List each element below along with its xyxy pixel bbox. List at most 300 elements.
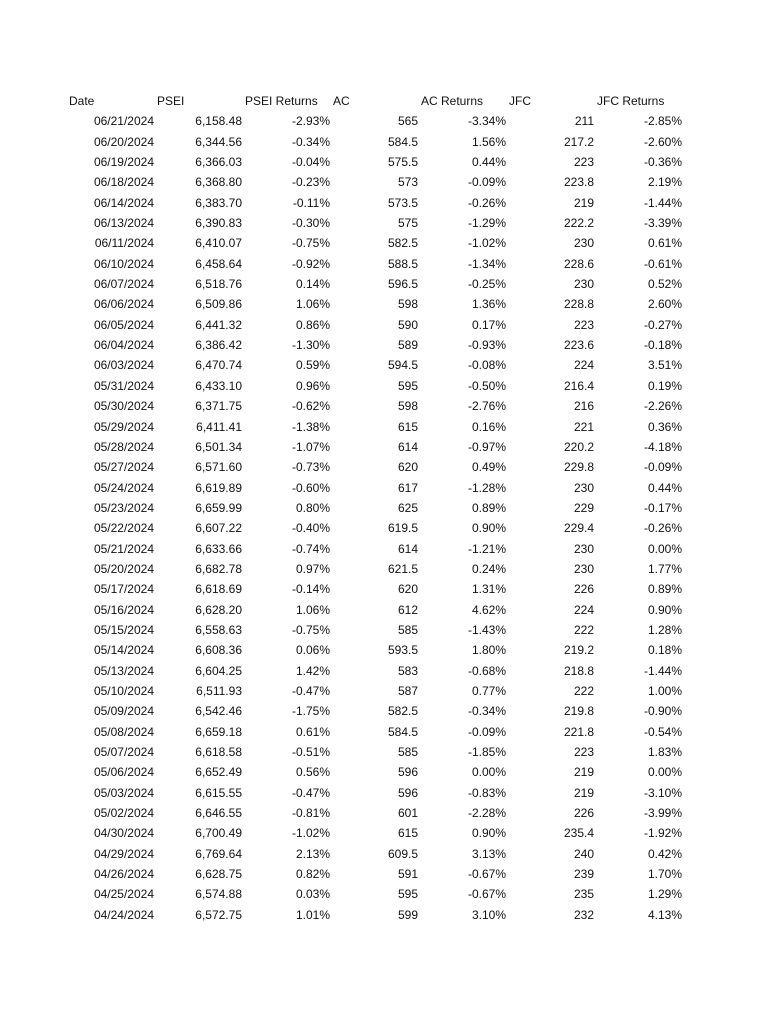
cell-date[interactable]: 05/22/2024 [93, 521, 154, 536]
cell-ac-returns[interactable]: -0.09% [467, 724, 506, 739]
cell-ac[interactable]: 587 [397, 683, 418, 698]
cell-jfc-returns[interactable]: 3.51% [647, 358, 682, 373]
cell-psei-returns[interactable]: -0.23% [291, 175, 330, 190]
cell-date[interactable]: 05/21/2024 [93, 541, 154, 556]
cell-jfc-returns[interactable]: 0.44% [647, 480, 682, 495]
cell-ac[interactable]: 573.5 [387, 195, 418, 210]
cell-ac-returns[interactable]: -0.25% [467, 277, 506, 292]
cell-date[interactable]: 06/19/2024 [93, 155, 154, 170]
cell-psei[interactable]: 6,158.48 [195, 114, 242, 129]
cell-ac[interactable]: 617 [397, 480, 418, 495]
cell-ac[interactable]: 615 [397, 826, 418, 841]
cell-jfc[interactable]: 230 [573, 561, 594, 576]
cell-psei-returns[interactable]: -1.02% [291, 826, 330, 841]
cell-psei[interactable]: 6,652.49 [195, 765, 242, 780]
cell-date[interactable]: 04/29/2024 [93, 846, 154, 861]
cell-ac[interactable]: 585 [397, 745, 418, 759]
cell-date[interactable]: 06/14/2024 [93, 195, 154, 210]
cell-ac-returns[interactable]: 1.80% [471, 643, 506, 658]
cell-psei-returns[interactable]: 1.42% [295, 663, 330, 678]
cell-psei[interactable]: 6,344.56 [195, 134, 242, 149]
cell-psei[interactable]: 6,433.10 [195, 378, 242, 393]
cell-ac-returns[interactable]: 3.13% [471, 846, 506, 861]
cell-psei[interactable]: 6,458.64 [195, 256, 242, 271]
table-row [0, 539, 768, 559]
cell-date[interactable]: 05/20/2024 [93, 561, 154, 576]
cell-date[interactable]: 05/27/2024 [93, 460, 154, 475]
cell-psei-returns[interactable]: -0.11% [292, 195, 330, 210]
cell-psei[interactable]: 6,386.42 [195, 338, 242, 353]
cell-jfc[interactable]: 216 [573, 399, 594, 414]
cell-psei-returns[interactable]: 0.82% [295, 867, 330, 882]
cell-psei-returns[interactable]: -1.30% [291, 338, 330, 353]
cell-jfc-returns[interactable]: -0.26% [643, 521, 682, 536]
cell-date[interactable]: 05/30/2024 [93, 399, 154, 414]
cell-date[interactable]: 06/06/2024 [93, 297, 154, 312]
cell-ac-returns[interactable]: -1.21% [467, 541, 506, 556]
cell-psei[interactable]: 6,366.03 [195, 155, 242, 170]
cell-ac[interactable]: 596 [397, 765, 418, 780]
cell-jfc[interactable]: 230 [573, 541, 594, 556]
cell-date[interactable]: 05/13/2024 [93, 663, 154, 678]
cell-ac[interactable]: 588.5 [387, 256, 418, 271]
cell-jfc[interactable]: 222 [573, 622, 594, 637]
cell-psei[interactable]: 6,769.64 [195, 846, 242, 861]
cell-date[interactable]: 06/11/2024 [94, 236, 154, 251]
cell-psei[interactable]: 6,571.60 [195, 460, 242, 475]
cell-psei-returns[interactable]: -1.75% [291, 704, 330, 719]
cell-ac-returns[interactable]: 1.31% [471, 582, 506, 597]
table-row [0, 803, 768, 823]
cell-jfc[interactable]: 228.8 [563, 297, 594, 312]
cell-jfc[interactable]: 230 [573, 236, 594, 251]
cell-psei[interactable]: 6,501.34 [195, 439, 242, 454]
cell-jfc[interactable]: 224 [573, 602, 594, 617]
cell-psei-returns[interactable]: 0.03% [295, 887, 330, 902]
cell-jfc[interactable]: 211 [574, 114, 594, 129]
cell-ac-returns[interactable]: 0.24% [471, 561, 506, 576]
cell-ac[interactable]: 573 [397, 175, 418, 190]
cell-ac-returns[interactable]: 0.89% [471, 500, 506, 515]
cell-jfc-returns[interactable]: -2.85% [643, 114, 682, 129]
cell-psei-returns[interactable]: 0.59% [295, 358, 330, 373]
cell-jfc[interactable]: 223 [573, 155, 594, 170]
cell-jfc-returns[interactable]: -3.39% [643, 216, 682, 231]
cell-jfc[interactable]: 224 [573, 358, 594, 373]
cell-ac-returns[interactable]: 3.10% [471, 907, 506, 922]
cell-ac-returns[interactable]: -1.29% [467, 216, 506, 231]
cell-ac[interactable]: 601 [397, 806, 418, 821]
cell-psei[interactable]: 6,619.89 [195, 480, 242, 495]
cell-jfc-returns[interactable]: 1.83% [647, 745, 682, 759]
cell-ac[interactable]: 612 [397, 602, 418, 617]
cell-ac[interactable]: 575.5 [387, 155, 418, 170]
cell-ac-returns[interactable]: 0.90% [471, 521, 506, 536]
cell-jfc-returns[interactable]: 0.36% [647, 419, 682, 434]
cell-ac[interactable]: 593.5 [387, 643, 418, 658]
header-ac-returns[interactable]: AC Returns [421, 94, 484, 108]
cell-jfc-returns[interactable]: 0.00% [647, 765, 682, 780]
cell-ac-returns[interactable]: -0.26% [467, 195, 506, 210]
cell-ac[interactable]: 594.5 [387, 358, 418, 373]
cell-jfc[interactable]: 235.4 [563, 826, 594, 841]
cell-jfc[interactable]: 239 [573, 867, 594, 882]
cell-ac[interactable]: 585 [397, 622, 418, 637]
cell-jfc-returns[interactable]: 0.89% [647, 582, 682, 597]
cell-psei[interactable]: 6,371.75 [195, 399, 242, 414]
cell-ac[interactable]: 595 [397, 378, 418, 393]
cell-psei-returns[interactable]: -0.47% [291, 785, 330, 800]
table-row [0, 355, 768, 375]
cell-date[interactable]: 06/03/2024 [93, 358, 154, 373]
cell-ac[interactable]: 609.5 [387, 846, 418, 861]
cell-jfc-returns[interactable]: -3.10% [643, 785, 682, 800]
cell-jfc-returns[interactable]: -2.60% [643, 134, 682, 149]
cell-psei-returns[interactable]: -0.60% [291, 480, 330, 495]
cell-ac[interactable]: 575 [397, 216, 418, 231]
cell-psei-returns[interactable]: -0.51% [291, 745, 330, 759]
cell-psei[interactable]: 6,470.74 [195, 358, 242, 373]
cell-jfc-returns[interactable]: 1.77% [647, 561, 682, 576]
cell-psei-returns[interactable]: 0.14% [295, 277, 330, 292]
cell-jfc[interactable]: 219.8 [563, 704, 594, 719]
cell-psei[interactable]: 6,441.32 [195, 317, 242, 332]
cell-jfc[interactable]: 226 [573, 806, 594, 821]
cell-psei[interactable]: 6,368.80 [195, 175, 242, 190]
cell-psei-returns[interactable]: -0.81% [291, 806, 330, 821]
cell-psei-returns[interactable]: 0.97% [295, 561, 330, 576]
cell-jfc-returns[interactable]: 0.00% [647, 541, 682, 556]
cell-psei[interactable]: 6,659.18 [195, 724, 242, 739]
cell-ac[interactable]: 615 [397, 419, 418, 434]
cell-ac-returns[interactable]: -0.09% [467, 175, 506, 190]
cell-ac[interactable]: 590 [397, 317, 418, 332]
cell-jfc[interactable]: 219.2 [563, 643, 594, 658]
cell-jfc-returns[interactable]: -3.99% [643, 806, 682, 821]
cell-jfc-returns[interactable]: 1.00% [647, 683, 682, 698]
cell-ac-returns[interactable]: 0.77% [471, 683, 506, 698]
cell-ac-returns[interactable]: -1.85% [467, 745, 506, 759]
cell-psei-returns[interactable]: -0.40% [291, 521, 330, 536]
cell-psei-returns[interactable]: 0.61% [295, 724, 330, 739]
table-row [0, 457, 768, 477]
cell-jfc[interactable]: 226 [573, 582, 594, 597]
cell-psei-returns[interactable]: -1.07% [291, 439, 330, 454]
header-jfc-returns[interactable]: JFC Returns [597, 94, 665, 108]
cell-psei[interactable]: 6,700.49 [195, 826, 242, 841]
cell-psei-returns[interactable]: 0.56% [295, 765, 330, 780]
cell-jfc-returns[interactable]: 1.29% [647, 887, 682, 902]
cell-ac[interactable]: 596 [397, 785, 418, 800]
cell-jfc-returns[interactable]: 0.19% [647, 378, 682, 393]
cell-jfc-returns[interactable]: -2.26% [643, 399, 682, 414]
cell-psei-returns[interactable]: -0.75% [291, 236, 330, 251]
cell-ac-returns[interactable]: 1.36% [471, 297, 506, 312]
cell-ac-returns[interactable]: 0.49% [471, 460, 506, 475]
cell-jfc[interactable]: 217.2 [563, 134, 594, 149]
spreadsheet-table [0, 91, 768, 925]
cell-ac-returns[interactable]: -0.83% [467, 785, 506, 800]
cell-date[interactable]: 05/29/2024 [93, 419, 154, 434]
cell-ac[interactable]: 598 [397, 297, 418, 312]
cell-psei-returns[interactable]: -2.93% [291, 114, 330, 129]
cell-ac-returns[interactable]: -0.93% [467, 338, 506, 353]
cell-jfc-returns[interactable]: -4.18% [643, 439, 682, 454]
cell-psei[interactable]: 6,682.78 [195, 561, 242, 576]
cell-jfc[interactable]: 229.4 [563, 521, 594, 536]
cell-jfc-returns[interactable]: 1.70% [647, 867, 682, 882]
table-row [0, 518, 768, 538]
cell-ac-returns[interactable]: 0.90% [471, 826, 506, 841]
cell-jfc[interactable]: 221.8 [563, 724, 594, 739]
cell-date[interactable]: 05/09/2024 [93, 704, 154, 719]
cell-jfc-returns[interactable]: -1.92% [643, 826, 682, 841]
cell-jfc-returns[interactable]: -0.90% [643, 704, 682, 719]
cell-psei[interactable]: 6,608.36 [195, 643, 242, 658]
cell-ac[interactable]: 595 [397, 887, 418, 902]
cell-jfc[interactable]: 223.8 [563, 175, 594, 190]
cell-ac-returns[interactable]: -0.34% [467, 704, 506, 719]
cell-jfc[interactable]: 220.2 [563, 439, 594, 454]
cell-ac-returns[interactable]: 0.16% [471, 419, 506, 434]
cell-ac[interactable]: 620 [397, 582, 418, 597]
cell-date[interactable]: 06/05/2024 [93, 317, 154, 332]
cell-ac-returns[interactable]: -0.68% [467, 663, 506, 678]
cell-psei[interactable]: 6,618.58 [195, 745, 242, 759]
cell-jfc[interactable]: 219 [573, 195, 594, 210]
cell-date[interactable]: 06/20/2024 [93, 134, 154, 149]
header-ac[interactable]: AC [333, 94, 350, 108]
cell-ac[interactable]: 589 [397, 338, 418, 353]
cell-jfc[interactable]: 223 [573, 317, 594, 332]
cell-date[interactable]: 04/26/2024 [93, 867, 154, 882]
cell-psei-returns[interactable]: -0.47% [291, 683, 330, 698]
cell-jfc[interactable]: 229.8 [563, 460, 594, 475]
cell-psei[interactable]: 6,628.20 [195, 602, 242, 617]
cell-date[interactable]: 06/10/2024 [93, 256, 154, 271]
cell-date[interactable]: 05/02/2024 [93, 806, 154, 821]
cell-jfc[interactable]: 219 [573, 765, 594, 780]
cell-date[interactable]: 05/16/2024 [93, 602, 154, 617]
cell-jfc[interactable]: 228.6 [563, 256, 594, 271]
cell-psei[interactable]: 6,572.75 [195, 907, 242, 922]
cell-psei-returns[interactable]: 1.06% [295, 297, 330, 312]
cell-psei[interactable]: 6,390.83 [195, 216, 242, 231]
cell-jfc-returns[interactable]: -1.44% [643, 663, 682, 678]
cell-psei[interactable]: 6,615.55 [195, 785, 242, 800]
cell-ac[interactable]: 625 [397, 500, 418, 515]
cell-psei[interactable]: 6,646.55 [195, 806, 242, 821]
cell-psei-returns[interactable]: -0.14% [291, 582, 330, 597]
cell-psei[interactable]: 6,511.93 [196, 683, 242, 698]
cell-jfc-returns[interactable]: -0.09% [643, 460, 682, 475]
cell-jfc[interactable]: 240 [573, 846, 594, 861]
cell-psei[interactable]: 6,633.66 [195, 541, 242, 556]
cell-psei-returns[interactable]: -0.34% [291, 134, 330, 149]
cell-ac-returns[interactable]: 0.44% [471, 155, 506, 170]
cell-date[interactable]: 05/17/2024 [93, 582, 154, 597]
cell-jfc[interactable]: 221 [573, 419, 594, 434]
cell-psei-returns[interactable]: -0.04% [291, 155, 330, 170]
cell-psei[interactable]: 6,558.63 [195, 622, 242, 637]
cell-ac[interactable]: 582.5 [387, 704, 418, 719]
cell-date[interactable]: 05/23/2024 [93, 500, 154, 515]
cell-psei[interactable]: 6,411.41 [196, 419, 242, 434]
cell-ac-returns[interactable]: -2.76% [467, 399, 506, 414]
cell-ac-returns[interactable]: 0.00% [471, 765, 506, 780]
cell-ac-returns[interactable]: 1.56% [471, 134, 506, 149]
cell-psei[interactable]: 6,628.75 [195, 867, 242, 882]
cell-psei-returns[interactable]: -0.73% [291, 460, 330, 475]
cell-ac[interactable]: 596.5 [387, 277, 418, 292]
cell-psei[interactable]: 6,659.99 [195, 500, 242, 515]
cell-jfc-returns[interactable]: 2.60% [647, 297, 682, 312]
cell-ac[interactable]: 621.5 [387, 561, 418, 576]
cell-psei-returns[interactable]: -0.75% [291, 622, 330, 637]
cell-ac[interactable]: 598 [397, 399, 418, 414]
cell-jfc-returns[interactable]: -0.17% [643, 500, 682, 515]
cell-psei-returns[interactable]: -0.92% [291, 256, 330, 271]
cell-date[interactable]: 06/21/2024 [93, 114, 154, 129]
cell-jfc-returns[interactable]: -0.54% [643, 724, 682, 739]
table-row [0, 335, 768, 355]
cell-ac-returns[interactable]: 0.17% [471, 317, 506, 332]
cell-jfc-returns[interactable]: 0.42% [647, 846, 682, 861]
cell-ac-returns[interactable]: -1.28% [467, 480, 506, 495]
cell-psei-returns[interactable]: 0.06% [295, 643, 330, 658]
cell-jfc-returns[interactable]: 0.90% [647, 602, 682, 617]
cell-psei-returns[interactable]: -1.38% [291, 419, 330, 434]
cell-psei-returns[interactable]: 2.13% [295, 846, 330, 861]
cell-jfc-returns[interactable]: -1.44% [643, 195, 682, 210]
cell-ac[interactable]: 620 [397, 460, 418, 475]
cell-jfc[interactable]: 232 [573, 907, 594, 922]
cell-jfc-returns[interactable]: 0.18% [647, 643, 682, 658]
cell-date[interactable]: 05/28/2024 [93, 439, 154, 454]
cell-ac-returns[interactable]: -1.43% [467, 622, 506, 637]
cell-ac[interactable]: 599 [397, 907, 418, 922]
cell-date[interactable]: 05/10/2024 [93, 683, 154, 698]
cell-ac[interactable]: 619.5 [387, 521, 418, 536]
cell-ac-returns[interactable]: -0.67% [467, 867, 506, 882]
cell-jfc[interactable]: 216.4 [563, 378, 594, 393]
cell-jfc[interactable]: 222.2 [563, 216, 594, 231]
cell-psei[interactable]: 6,509.86 [195, 297, 242, 312]
cell-psei[interactable]: 6,410.07 [195, 236, 242, 251]
cell-date[interactable]: 06/07/2024 [93, 277, 154, 292]
cell-psei-returns[interactable]: 0.86% [295, 317, 330, 332]
cell-jfc[interactable]: 230 [573, 480, 594, 495]
cell-jfc-returns[interactable]: -0.36% [643, 155, 682, 170]
cell-jfc-returns[interactable]: -0.18% [643, 338, 682, 353]
cell-ac-returns[interactable]: -0.08% [467, 358, 506, 373]
cell-ac[interactable]: 582.5 [387, 236, 418, 251]
cell-jfc-returns[interactable]: -0.27% [643, 317, 682, 332]
cell-jfc-returns[interactable]: -0.61% [643, 256, 682, 271]
cell-ac[interactable]: 614 [397, 541, 418, 556]
cell-psei-returns[interactable]: 1.06% [295, 602, 330, 617]
cell-ac-returns[interactable]: -0.67% [467, 887, 506, 902]
cell-psei[interactable]: 6,542.46 [195, 704, 242, 719]
cell-jfc-returns[interactable]: 2.19% [647, 175, 682, 190]
table-row [0, 579, 768, 599]
cell-jfc-returns[interactable]: 0.61% [647, 236, 682, 251]
header-date[interactable]: Date [69, 94, 95, 108]
cell-jfc-returns[interactable]: 0.52% [647, 277, 682, 292]
cell-ac[interactable]: 583 [397, 663, 418, 678]
cell-jfc[interactable]: 223.6 [563, 338, 594, 353]
cell-ac[interactable]: 584.5 [387, 724, 418, 739]
cell-psei-returns[interactable]: -0.62% [291, 399, 330, 414]
header-psei[interactable]: PSEI [157, 94, 185, 108]
cell-ac-returns[interactable]: -0.97% [467, 439, 506, 454]
cell-jfc[interactable]: 219 [573, 785, 594, 800]
cell-date[interactable]: 05/06/2024 [93, 765, 154, 780]
cell-date[interactable]: 05/14/2024 [93, 643, 154, 658]
cell-date[interactable]: 05/03/2024 [93, 785, 154, 800]
cell-date[interactable]: 04/25/2024 [93, 887, 154, 902]
cell-date[interactable]: 06/04/2024 [93, 338, 154, 353]
cell-psei[interactable]: 6,383.70 [195, 195, 242, 210]
cell-jfc[interactable]: 223 [573, 745, 594, 759]
header-row [0, 91, 768, 111]
cell-psei-returns[interactable]: 0.96% [295, 378, 330, 393]
cell-psei[interactable]: 6,518.76 [195, 277, 242, 292]
cell-ac[interactable]: 584.5 [387, 134, 418, 149]
cell-psei[interactable]: 6,574.88 [195, 887, 242, 902]
cell-jfc[interactable]: 230 [573, 277, 594, 292]
cell-ac-returns[interactable]: 4.62% [471, 602, 506, 617]
cell-psei-returns[interactable]: -0.30% [291, 216, 330, 231]
header-psei-returns[interactable]: PSEI Returns [245, 94, 318, 108]
header-jfc[interactable]: JFC [509, 94, 531, 108]
cell-jfc[interactable]: 218.8 [563, 663, 594, 678]
cell-date[interactable]: 04/24/2024 [93, 907, 154, 922]
cell-ac-returns[interactable]: -2.28% [467, 806, 506, 821]
cell-psei-returns[interactable]: 1.01% [295, 907, 330, 922]
cell-date[interactable]: 06/13/2024 [93, 216, 154, 231]
cell-psei-returns[interactable]: 0.80% [295, 500, 330, 515]
cell-jfc-returns[interactable]: 1.28% [647, 622, 682, 637]
cell-jfc[interactable]: 222 [573, 683, 594, 698]
cell-ac-returns[interactable]: -3.34% [467, 114, 506, 129]
table-row [0, 762, 768, 782]
cell-psei[interactable]: 6,607.22 [195, 521, 242, 536]
cell-ac[interactable]: 591 [397, 867, 418, 882]
cell-psei[interactable]: 6,604.25 [195, 663, 242, 678]
cell-date[interactable]: 06/18/2024 [93, 175, 154, 190]
table-row [0, 315, 768, 335]
cell-date[interactable]: 04/30/2024 [93, 826, 154, 841]
cell-ac-returns[interactable]: -1.34% [467, 256, 506, 271]
cell-date[interactable]: 05/08/2024 [93, 724, 154, 739]
cell-ac-returns[interactable]: -0.50% [467, 378, 506, 393]
cell-date[interactable]: 05/15/2024 [93, 622, 154, 637]
cell-date[interactable]: 05/07/2024 [93, 745, 154, 759]
cell-date[interactable]: 05/31/2024 [93, 378, 154, 393]
cell-jfc-returns[interactable]: 4.13% [647, 907, 682, 922]
cell-date[interactable]: 05/24/2024 [93, 480, 154, 495]
cell-ac[interactable]: 614 [397, 439, 418, 454]
cell-psei[interactable]: 6,618.69 [195, 582, 242, 597]
table-row [0, 600, 768, 620]
cell-ac-returns[interactable]: -1.02% [467, 236, 506, 251]
table-row [0, 864, 768, 884]
cell-psei-returns[interactable]: -0.74% [291, 541, 330, 556]
cell-jfc[interactable]: 229 [573, 500, 594, 515]
cell-jfc[interactable]: 235 [573, 887, 594, 902]
cell-ac[interactable]: 565 [397, 114, 418, 129]
